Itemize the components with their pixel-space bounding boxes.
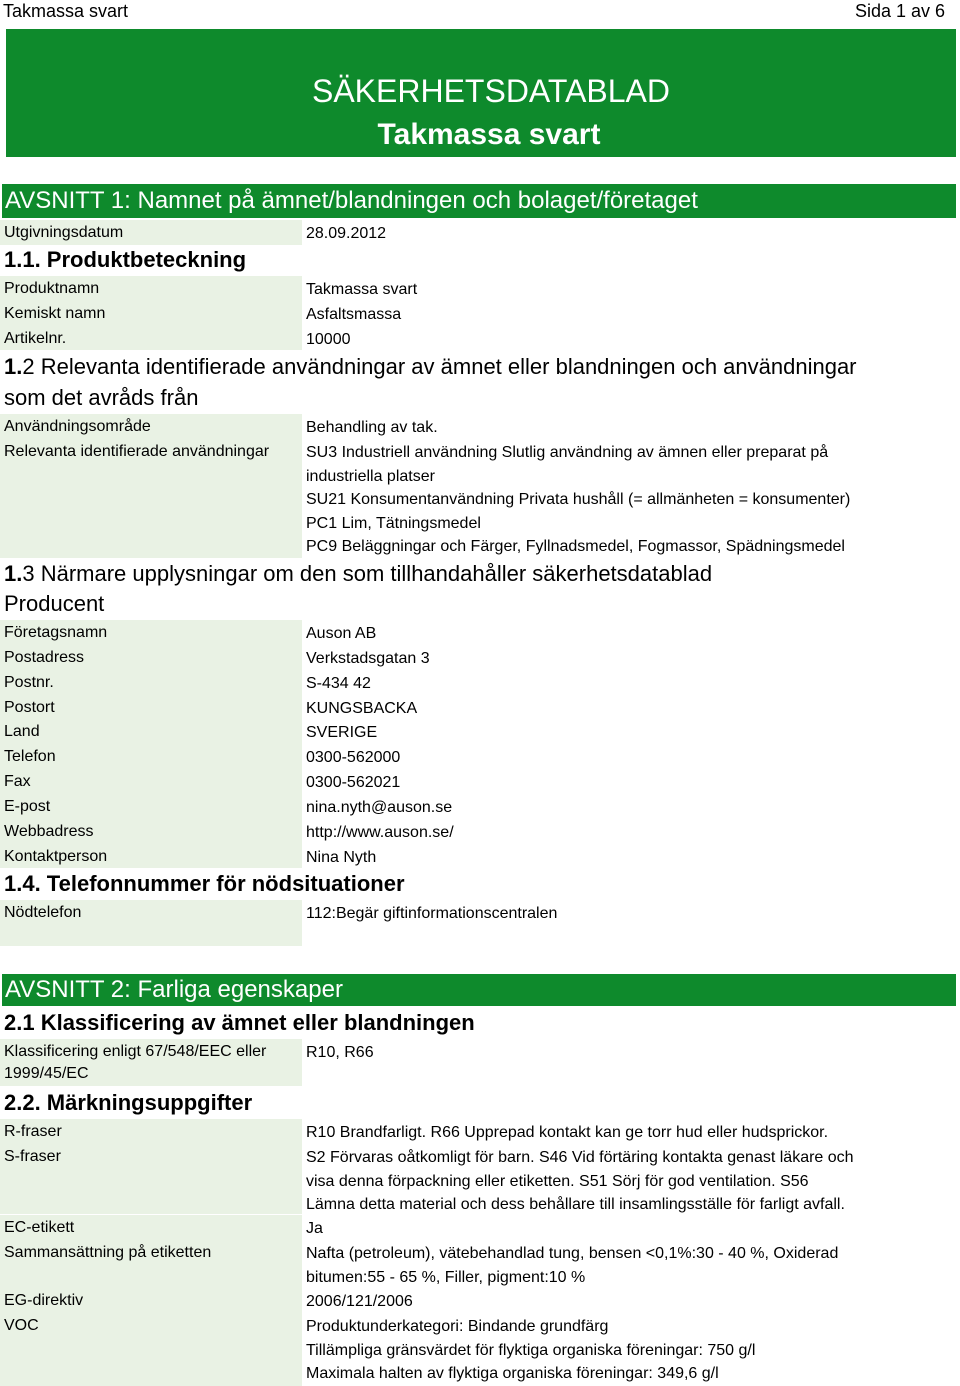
row-classification xyxy=(0,1039,960,1086)
relevant-use-line: PC9 Beläggningar och Färger, Fyllnadsmedel, Fogmassor, Spädningsmedel xyxy=(306,538,845,555)
section-2-heading-bar xyxy=(2,974,956,1006)
row-usage-area xyxy=(0,414,960,439)
label-cell xyxy=(0,1144,302,1214)
country-value: SVERIGE xyxy=(306,724,378,741)
row-email xyxy=(0,794,960,819)
email-label: E-post xyxy=(4,798,51,815)
emergency-phone-value: 112:Begär giftinformationscentralen xyxy=(306,905,558,922)
company-value: Auson AB xyxy=(306,625,377,642)
s-phrase-line: Lämna detta material och dess behållare till insamlingsställe för farligt avfall. xyxy=(306,1196,845,1213)
label-cell xyxy=(0,220,302,245)
subheading-1-2-text: 2 Relevanta identifierade användningar av ämnet eller blandningen och användningar som det avråds från xyxy=(4,354,857,410)
row-relevant-uses xyxy=(0,439,960,558)
relevant-uses-value xyxy=(306,441,926,559)
label-cell xyxy=(0,276,302,301)
r-phrases-value: R10 Brandfarligt. R66 Upprepad kontakt kan ge torr hud eller hudsprickor. xyxy=(306,1124,829,1141)
relevant-uses-label: Relevanta identifierade användningar xyxy=(4,443,270,460)
row-website xyxy=(0,819,960,844)
row-eg-directive xyxy=(0,1288,960,1313)
label-cell xyxy=(0,1119,302,1144)
label-cell xyxy=(0,819,302,844)
r-phrases-label: R-fraser xyxy=(4,1123,62,1140)
label-cell xyxy=(0,794,302,819)
product-name-value: Takmassa svart xyxy=(306,281,418,298)
label-cell xyxy=(0,769,302,794)
subheading-1-3 xyxy=(4,558,904,589)
article-number-label: Artikelnr. xyxy=(4,330,67,347)
relevant-use-line: SU21 Konsumentanvändning Privata hushåll (= allmänheten = konsumenter) xyxy=(306,491,851,508)
subheading-1-3-number: 1. xyxy=(4,561,23,586)
subheading-1-3-text: 3 Närmare upplysningar om den som tillhandahåller säkerhetsdatablad xyxy=(22,561,713,586)
label-cell xyxy=(0,301,302,326)
city-label: Postort xyxy=(4,699,55,716)
label-cell xyxy=(0,1240,302,1288)
relevant-use-line: industriella platser xyxy=(306,467,435,485)
subheading-2-1: 2.1 Klassificering av ämnet eller blandningen xyxy=(4,1010,475,1035)
section-1-heading: AVSNITT 1: Namnet på ämnet/blandningen och bolaget/företaget xyxy=(5,187,698,214)
email-value: nina.nyth@auson.se xyxy=(306,799,453,816)
company-label: Företagsnamn xyxy=(4,624,108,641)
row-chemical-name xyxy=(0,301,960,326)
subheading-1-2-number: 1. xyxy=(4,354,23,379)
postcode-label: Postnr. xyxy=(4,674,54,691)
label-cell xyxy=(0,620,302,645)
voc-line: Tillämpliga gränsvärdet för flyktiga organiska föreningar: 750 g/l xyxy=(306,1341,756,1359)
postcode-value: S-434 42 xyxy=(306,675,371,692)
document-subtitle: Takmassa svart xyxy=(377,118,601,151)
contact-person-label: Kontaktperson xyxy=(4,848,108,865)
voc-label: VOC xyxy=(4,1317,39,1334)
s-phrase-line: visa denna förpackning eller etiketten. S51 Sörj för god ventilation. S56 xyxy=(306,1172,809,1190)
label-cell xyxy=(0,1215,302,1240)
relevant-use-line: SU3 Industriell användning Slutlig användning av ämnen eller preparat på xyxy=(306,444,829,461)
label-cell xyxy=(0,695,302,719)
subheading-1-4: 1.4. Telefonnummer för nödsituationer xyxy=(4,871,405,896)
subheading-2-2: 2.2. Märkningsuppgifter xyxy=(4,1090,253,1115)
issue-date-value: 28.09.2012 xyxy=(306,225,387,242)
label-cell xyxy=(0,1288,302,1313)
country-label: Land xyxy=(4,723,40,740)
website-label: Webbadress xyxy=(4,823,94,840)
row-company xyxy=(0,620,960,645)
header-page-number: Sida 1 av 6 xyxy=(854,1,945,21)
row-country xyxy=(0,719,960,744)
label-cell xyxy=(0,744,302,769)
row-city xyxy=(0,695,960,719)
chemical-name-label: Kemiskt namn xyxy=(4,305,106,322)
emergency-phone-label: Nödtelefon xyxy=(4,904,82,921)
fax-value: 0300-562021 xyxy=(306,774,401,791)
row-voc xyxy=(0,1313,960,1386)
row-issue-date xyxy=(0,220,960,245)
label-cell xyxy=(0,1039,302,1086)
label-cell xyxy=(0,670,302,695)
subheading-1-1: 1.1. Produktbeteckning xyxy=(4,247,247,272)
header-product-name: Takmassa svart xyxy=(3,1,129,21)
label-cell xyxy=(0,326,302,350)
row-composition xyxy=(0,1240,960,1288)
voc-line: Maximala halten av flyktiga organiska föreningar: 349,6 g/l xyxy=(306,1365,719,1382)
row-fax xyxy=(0,769,960,794)
label-cell xyxy=(0,719,302,744)
address-value: Verkstadsgatan 3 xyxy=(306,650,430,667)
ec-label-label: EC-etikett xyxy=(4,1219,75,1236)
row-product-name xyxy=(0,276,960,301)
section-2-heading: AVSNITT 2: Farliga egenskaper xyxy=(5,976,343,1003)
page-header xyxy=(0,0,960,24)
row-article-number xyxy=(0,326,960,350)
phone-label: Telefon xyxy=(4,748,56,765)
phone-value: 0300-562000 xyxy=(306,749,401,766)
voc-value xyxy=(306,1315,926,1386)
s-phrase-line: S2 Förvaras oåtkomligt för barn. S46 Vid förtäring kontakta genast läkare och xyxy=(306,1149,854,1166)
composition-label: Sammansättning på etiketten xyxy=(4,1244,212,1261)
fax-label: Fax xyxy=(4,773,31,790)
address-label: Postadress xyxy=(4,649,85,666)
website-value: http://www.auson.se/ xyxy=(306,824,454,841)
label-cell xyxy=(0,844,302,868)
producer-heading: Producent xyxy=(4,591,105,616)
relevant-use-line: PC1 Lim, Tätningsmedel xyxy=(306,514,481,532)
document-title: SÄKERHETSDATABLAD xyxy=(311,73,670,109)
classification-value: R10, R66 xyxy=(306,1044,374,1061)
ec-label-value: Ja xyxy=(306,1220,323,1237)
row-address xyxy=(0,645,960,670)
row-phone xyxy=(0,744,960,769)
row-contact-person xyxy=(0,844,960,868)
contact-person-value: Nina Nyth xyxy=(306,849,377,866)
eg-directive-value: 2006/121/2006 xyxy=(306,1293,413,1310)
chemical-name-value: Asfaltsmassa xyxy=(306,306,402,323)
usage-area-value: Behandling av tak. xyxy=(306,419,438,436)
s-phrases-label: S-fraser xyxy=(4,1148,61,1165)
label-cell xyxy=(0,900,302,946)
city-value: KUNGSBACKA xyxy=(306,700,418,717)
s-phrases-value xyxy=(306,1146,926,1217)
usage-area-label: Användningsområde xyxy=(4,418,151,435)
subheading-1-2 xyxy=(4,351,904,413)
section-1-heading-bar xyxy=(2,184,956,218)
label-cell xyxy=(0,1313,302,1386)
row-ec-label xyxy=(0,1215,960,1240)
row-s-phrases xyxy=(0,1144,960,1214)
classification-label: Klassificering enligt 67/548/EEC eller 1999/45/EC xyxy=(4,1043,267,1082)
row-emergency-phone xyxy=(0,900,960,946)
article-number-value: 10000 xyxy=(306,331,351,348)
label-cell xyxy=(0,414,302,439)
issue-date-label: Utgivningsdatum xyxy=(4,224,124,241)
label-cell xyxy=(0,439,302,558)
row-postcode xyxy=(0,670,960,695)
label-cell xyxy=(0,645,302,670)
document-title-block xyxy=(6,29,956,157)
eg-directive-label: EG-direktiv xyxy=(4,1292,84,1309)
composition-value xyxy=(306,1242,926,1289)
composition-line: bitumen:55 - 65 %, Filler, pigment:10 % xyxy=(306,1268,586,1286)
voc-line: Produktunderkategori: Bindande grundfärg xyxy=(306,1318,609,1335)
row-r-phrases xyxy=(0,1119,960,1144)
product-name-label: Produktnamn xyxy=(4,280,100,297)
composition-line: Nafta (petroleum), vätebehandlad tung, bensen <0,1%:30 - 40 %, Oxiderad xyxy=(306,1245,839,1262)
